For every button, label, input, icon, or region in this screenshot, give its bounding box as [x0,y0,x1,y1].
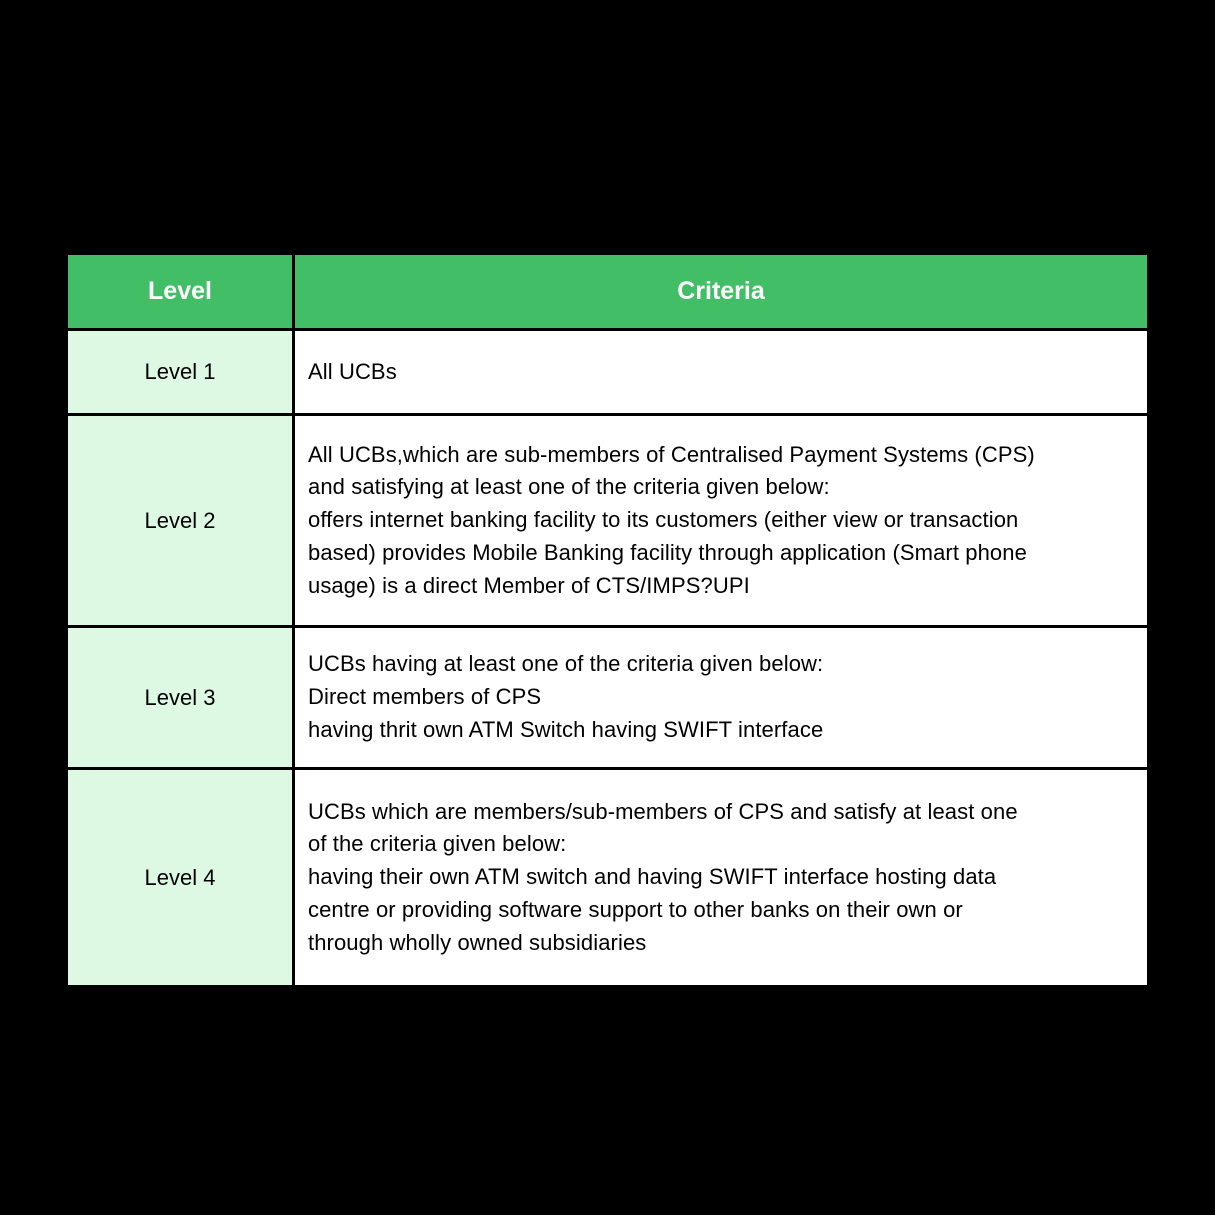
level-cell: Level 2 [67,415,294,627]
criteria-table [65,252,1150,988]
table-row [67,627,1149,769]
header-criteria: Criteria [294,254,1149,330]
table-row [67,415,1149,627]
criteria-line: All UCBs [308,358,397,384]
level-cell: Level 4 [67,769,294,987]
criteria-line: having their own ATM switch and having SWIFT interface hosting data [308,864,997,890]
criteria-line: having thrit own ATM Switch having SWIFT interface [308,716,824,742]
table-row [67,769,1149,987]
criteria-cell [294,627,1149,769]
level-cell: Level 3 [67,627,294,769]
criteria-line: All UCBs,which are sub-members of Centralised Payment Systems (CPS) [308,441,1035,467]
criteria-line: and satisfying at least one of the criteria given below: [308,474,830,500]
criteria-line: centre or providing software support to other banks on their own or [308,896,963,922]
level-cell: Level 1 [67,330,294,415]
table-header-row [67,254,1149,330]
criteria-line: offers internet banking facility to its customers (either view or transaction [308,507,1019,533]
criteria-line: of the criteria given below: [308,831,567,857]
criteria-line: UCBs which are members/sub-members of CPS and satisfy at least one [308,798,1018,824]
table-row [67,330,1149,415]
header-level: Level [67,254,294,330]
criteria-line: based) provides Mobile Banking facility through application (Smart phone [308,539,1027,565]
criteria-line: through wholly owned subsidiaries [308,929,647,955]
criteria-cell [294,769,1149,987]
criteria-line: Direct members of CPS [308,684,542,710]
criteria-cell [294,330,1149,415]
criteria-cell [294,415,1149,627]
criteria-line: usage) is a direct Member of CTS/IMPS?UPI [308,572,750,598]
criteria-line: UCBs having at least one of the criteria given below: [308,651,824,677]
